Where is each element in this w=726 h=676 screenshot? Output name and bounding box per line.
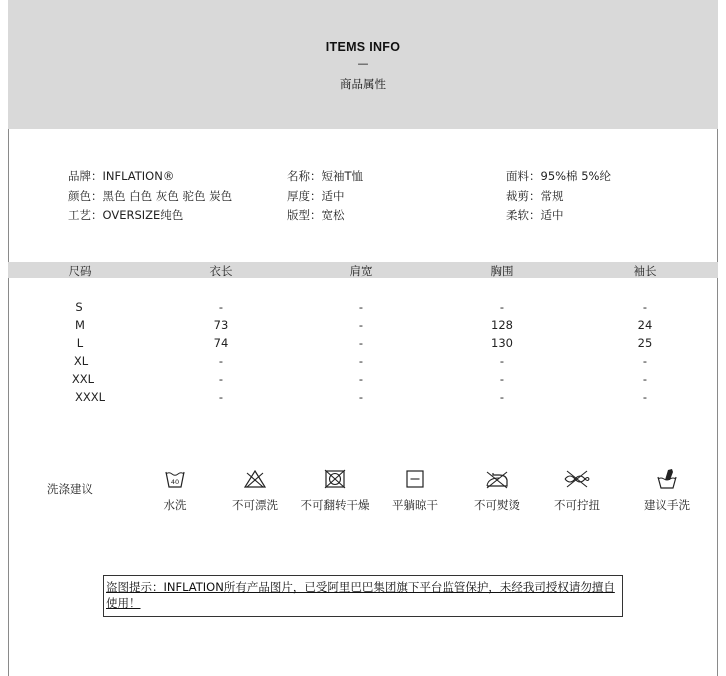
size-cell: - <box>499 300 505 314</box>
size-cell: 74 <box>213 336 229 350</box>
wash-label: 水洗 <box>163 498 187 512</box>
attr-fit: 版型：宽松 <box>287 208 345 222</box>
size-cell: - <box>642 372 648 386</box>
size-cell: - <box>499 354 505 368</box>
size-cell: - <box>358 336 364 350</box>
size-cell: S <box>75 300 83 314</box>
wash-item <box>532 468 622 513</box>
size-cell: XXXL <box>74 390 106 404</box>
size-cell: 130 <box>491 336 513 350</box>
wash-item <box>290 468 380 513</box>
size-cell: - <box>358 372 364 386</box>
wash-label: 不可熨烫 <box>474 498 520 512</box>
size-cell: - <box>358 390 364 404</box>
size-cell: - <box>218 390 224 404</box>
size-cell: - <box>218 372 224 386</box>
size-cell: 73 <box>213 318 229 332</box>
wash-tub-icon <box>163 468 187 490</box>
wash-label: 建议手洗 <box>644 498 690 512</box>
header-dash: — <box>357 57 369 70</box>
attr-softness: 柔软：适中 <box>506 208 564 222</box>
washing-title: 洗涤建议 <box>47 482 93 496</box>
wash-label: 平躺晾干 <box>392 498 438 512</box>
size-cell: - <box>642 354 648 368</box>
wash-item <box>452 468 542 513</box>
no-tumble-dry-icon <box>323 468 347 490</box>
size-cell: - <box>358 318 364 332</box>
wash-item <box>130 468 220 513</box>
header-title: ITEMS INFO <box>325 40 401 54</box>
no-iron-icon <box>484 468 510 490</box>
wash-label: 不可翻转干燥 <box>300 498 370 512</box>
size-header-shoulder: 肩宽 <box>349 264 373 278</box>
size-cell: 24 <box>637 318 653 332</box>
wash-item <box>622 468 712 513</box>
size-cell: - <box>218 300 224 314</box>
wash-label: 不可漂洗 <box>232 498 278 512</box>
header-banner <box>8 0 718 129</box>
dry-flat-icon <box>403 468 427 490</box>
attr-color: 颜色：黑色 白色 灰色 驼色 炭色 <box>68 189 233 203</box>
attr-name: 名称：短袖T恤 <box>287 169 364 183</box>
no-wring-icon <box>562 468 592 490</box>
size-cell: XL <box>73 354 89 368</box>
hand-wash-icon <box>655 468 679 490</box>
size-header-size: 尺码 <box>68 264 92 278</box>
size-cell: - <box>642 300 648 314</box>
header-subtitle: 商品属性 <box>340 77 386 91</box>
size-cell: - <box>358 354 364 368</box>
size-cell: XXL <box>71 372 95 386</box>
wash-item <box>370 468 460 513</box>
size-cell: - <box>358 300 364 314</box>
attr-cut: 裁剪：常规 <box>506 189 564 203</box>
attr-craft: 工艺：OVERSIZE纯色 <box>68 208 184 222</box>
size-header-sleeve: 袖长 <box>633 264 657 278</box>
size-cell: - <box>218 354 224 368</box>
attr-brand: 品牌：INFLATION® <box>68 169 175 183</box>
wash-label: 不可拧扭 <box>554 498 600 512</box>
size-cell: L <box>76 336 84 350</box>
no-bleach-icon <box>243 468 267 490</box>
attr-fabric: 面料：95%棉 5%纶 <box>506 169 611 183</box>
size-header-chest: 胸围 <box>490 264 514 278</box>
size-cell: 25 <box>637 336 653 350</box>
wash-item <box>210 468 300 513</box>
size-cell: M <box>75 318 85 332</box>
svg-text:40: 40 <box>170 478 180 486</box>
attr-thickness: 厚度：适中 <box>287 189 345 203</box>
copyright-notice: 盗图提示：INFLATION所有产品图片，已受阿里巴巴集团旗下平台监管保护，未经我司授权请勿擅自使用！ <box>103 575 623 617</box>
size-header-length: 衣长 <box>209 264 233 278</box>
size-cell: 128 <box>491 318 513 332</box>
size-cell: - <box>499 390 505 404</box>
size-cell: - <box>642 390 648 404</box>
size-cell: - <box>499 372 505 386</box>
